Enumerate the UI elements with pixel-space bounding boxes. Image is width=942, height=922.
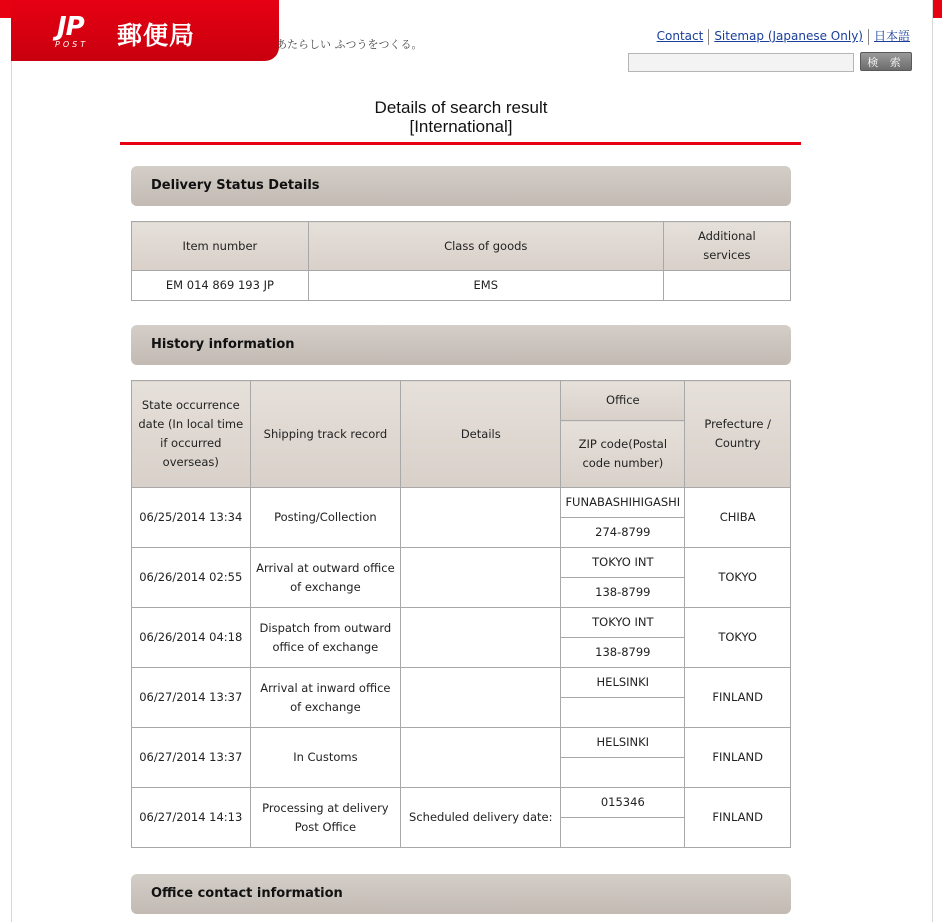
track-record-cell: Arrival at outward office of exchange	[250, 548, 401, 608]
col-date: State occurrence date (In local time if occurred overseas)	[132, 381, 251, 488]
date-cell: 06/27/2014 13:37	[132, 728, 251, 788]
table-row	[132, 788, 791, 818]
title-underline	[120, 142, 801, 145]
office-cell: 015346	[561, 788, 685, 818]
prefecture-cell: TOKYO	[685, 548, 791, 608]
office-cell: TOKYO INT	[561, 548, 685, 578]
track-record-cell: Processing at delivery Post Office	[250, 788, 401, 848]
zip-cell: 138-8799	[561, 578, 685, 608]
history-table	[131, 380, 791, 848]
office-cell: FUNABASHIHIGASHI	[561, 488, 685, 518]
prefecture-cell: FINLAND	[685, 788, 791, 848]
details-cell	[401, 668, 561, 728]
details-cell	[401, 608, 561, 668]
office-contact-heading: Office contact information	[131, 874, 791, 914]
tagline: あたらしい ふつうをつくる。	[276, 38, 423, 51]
zip-cell	[561, 698, 685, 728]
date-cell: 06/25/2014 13:34	[132, 488, 251, 548]
contact-link[interactable]: Contact	[656, 29, 704, 43]
col-prefecture-country: Prefecture / Country	[685, 381, 791, 488]
col-office: Office	[561, 381, 685, 421]
prefecture-cell: CHIBA	[685, 488, 791, 548]
track-record-cell: Arrival at inward office of exchange	[250, 668, 401, 728]
details-cell	[401, 548, 561, 608]
header-links	[652, 27, 915, 45]
jp-logo-mark: JP	[57, 12, 84, 42]
table-row	[132, 608, 791, 638]
table-row	[132, 271, 791, 301]
page-title	[120, 98, 802, 136]
col-class-of-goods: Class of goods	[308, 222, 663, 271]
zip-cell: 274-8799	[561, 518, 685, 548]
table-row	[132, 728, 791, 758]
japanese-language-link[interactable]: 日本語	[873, 29, 910, 43]
class-of-goods-cell: EMS	[308, 271, 663, 301]
details-cell	[401, 488, 561, 548]
col-zip-code: ZIP code(Postal code number)	[561, 421, 685, 488]
prefecture-cell: TOKYO	[685, 608, 791, 668]
japan-post-logo[interactable]	[11, 0, 279, 61]
search-input[interactable]	[628, 53, 854, 72]
details-cell: Scheduled delivery date:	[401, 788, 561, 848]
date-cell: 06/26/2014 02:55	[132, 548, 251, 608]
yubinkyoku-logo-text: 郵便局	[117, 21, 196, 50]
zip-cell	[561, 758, 685, 788]
table-row	[132, 548, 791, 578]
post-logo-text: POST	[55, 40, 89, 49]
zip-cell: 138-8799	[561, 638, 685, 668]
history-rows	[132, 488, 791, 848]
page-title-line2: [International]	[409, 117, 513, 136]
additional-services-cell	[663, 271, 790, 301]
table-row	[132, 668, 791, 698]
office-cell: HELSINKI	[561, 728, 685, 758]
col-additional-services: Additional services	[663, 222, 790, 271]
page-title-line1: Details of search result	[374, 98, 548, 117]
prefecture-cell: FINLAND	[685, 668, 791, 728]
office-cell: HELSINKI	[561, 668, 685, 698]
zip-cell	[561, 818, 685, 848]
col-details: Details	[401, 381, 561, 488]
date-cell: 06/27/2014 13:37	[132, 668, 251, 728]
track-record-cell: Posting/Collection	[250, 488, 401, 548]
table-header-row	[132, 222, 791, 271]
table-row	[132, 488, 791, 518]
prefecture-cell: FINLAND	[685, 728, 791, 788]
date-cell: 06/26/2014 04:18	[132, 608, 251, 668]
date-cell: 06/27/2014 14:13	[132, 788, 251, 848]
sitemap-link[interactable]: Sitemap (Japanese Only)	[714, 29, 863, 43]
item-number-cell: EM 014 869 193 JP	[132, 271, 309, 301]
track-record-cell: Dispatch from outward office of exchange	[250, 608, 401, 668]
table-header-row	[132, 381, 791, 421]
delivery-status-heading: Delivery Status Details	[131, 166, 791, 206]
history-information-heading: History information	[131, 325, 791, 365]
office-cell: TOKYO INT	[561, 608, 685, 638]
col-item-number: Item number	[132, 222, 309, 271]
details-cell	[401, 728, 561, 788]
search-button[interactable]: 検 索	[860, 52, 912, 71]
track-record-cell: In Customs	[250, 728, 401, 788]
delivery-status-table	[131, 221, 791, 301]
col-shipping-track-record: Shipping track record	[250, 381, 401, 488]
